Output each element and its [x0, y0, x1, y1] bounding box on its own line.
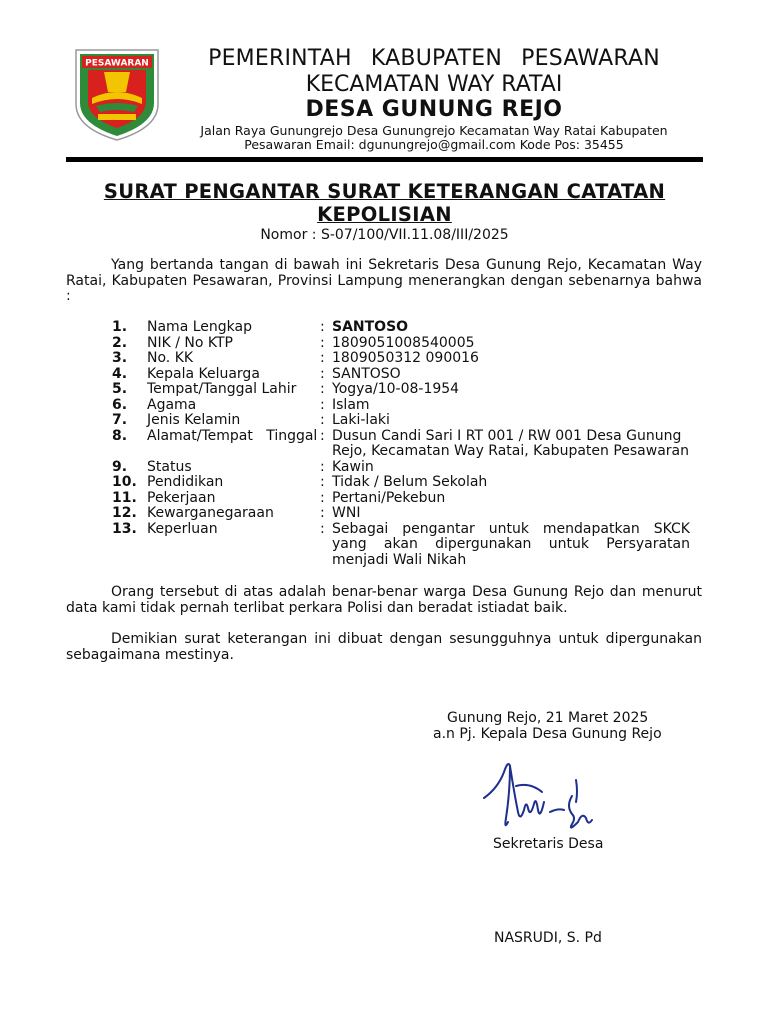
item-number: 13. — [112, 520, 137, 537]
item-number: 11. — [112, 489, 137, 506]
pesawaran-regency-logo — [74, 48, 160, 142]
item-label: Pekerjaan — [147, 489, 216, 506]
item-number: 4. — [112, 365, 128, 382]
intro-paragraph: Yang bertanda tangan di bawah ini Sekretaris Desa Gunung Rejo, Kecamatan Way Ratai, Kabupaten Pesawaran, Provinsi Lampung menerangkan dengan sebenarnya bahwa : — [66, 257, 702, 304]
item-value: WNI — [332, 505, 361, 521]
item-label: NIK / No KTP — [147, 334, 233, 351]
header-village: DESA GUNUNG REJO — [305, 97, 563, 122]
header-district: KECAMATAN WAY RATAI — [305, 72, 563, 97]
item-colon: : — [320, 505, 325, 521]
item-number: 12. — [112, 505, 137, 521]
header-government: PEMERINTAH KABUPATEN PESAWARAN — [208, 46, 660, 71]
closing-paragraph-1: Orang tersebut di atas adalah benar-benar warga Desa Gunung Rejo dan menurut data kami tidak pernah terlibat perkara Polisi dan beradat istiadat baik. — [66, 584, 702, 616]
letter-title-line2: KEPOLISIAN — [317, 203, 452, 226]
item-value: Sebagai pengantar untuk mendapatkan SKCK yang akan dipergunakan untuk Persyaratan menjadi Wali Nikah — [332, 520, 690, 568]
item-value: Pertani/Pekebun — [332, 489, 446, 506]
item-number: 5. — [112, 381, 128, 397]
item-value: Tidak / Belum Sekolah — [332, 474, 488, 490]
item-colon: : — [320, 350, 325, 366]
item-colon: : — [320, 520, 325, 537]
item-number: 8. — [112, 427, 128, 444]
item-number: 9. — [112, 458, 128, 475]
letter-number: Nomor : S-07/100/VII.11.08/III/2025 — [260, 227, 509, 243]
signature-place-date: Gunung Rejo, 21 Maret 2025 — [447, 710, 649, 726]
item-number: 7. — [112, 412, 128, 428]
item-label: Status — [147, 458, 192, 475]
item-label: Alamat/Tempat Tinggal — [147, 427, 318, 444]
item-value: Kawin — [332, 458, 374, 475]
item-label: No. KK — [147, 350, 194, 366]
letterhead-divider — [66, 157, 703, 162]
logo-text: PESAWARAN — [85, 58, 149, 69]
item-label: Kewarganegaraan — [147, 505, 274, 521]
item-colon: : — [320, 427, 325, 444]
item-colon: : — [320, 365, 325, 382]
item-colon: : — [320, 319, 325, 335]
item-label: Tempat/Tanggal Lahir — [147, 381, 297, 397]
item-number: 3. — [112, 350, 128, 366]
signature-position: Sekretaris Desa — [493, 836, 604, 852]
item-colon: : — [320, 412, 325, 428]
item-colon: : — [320, 474, 325, 490]
item-value: Islam — [332, 396, 370, 413]
item-number: 6. — [112, 396, 128, 413]
item-value: Yogya/10-08-1954 — [332, 381, 460, 397]
item-label: Agama — [147, 396, 197, 413]
item-label: Nama Lengkap — [147, 319, 252, 335]
item-value: Dusun Candi Sari I RT 001 / RW 001 Desa Gunung Rejo, Kecamatan Way Ratai, Kabupaten Pesawaran — [332, 427, 689, 459]
item-value: SANTOSO — [332, 365, 401, 382]
letter-title-line1: SURAT PENGANTAR SURAT KETERANGAN CATATAN — [103, 180, 666, 203]
item-value: 1809051008540005 — [332, 334, 475, 351]
item-colon: : — [320, 381, 325, 397]
item-value: SANTOSO — [332, 319, 409, 335]
item-colon: : — [320, 334, 325, 351]
header-address-line1: Jalan Raya Gunungrejo Desa Gunungrejo Kecamatan Way Ratai Kabupaten — [200, 123, 668, 138]
item-label: Jenis Kelamin — [147, 412, 241, 428]
signatory-name: NASRUDI, S. Pd — [494, 930, 602, 946]
signature-on-behalf: a.n Pj. Kepala Desa Gunung Rejo — [433, 726, 662, 742]
item-colon: : — [320, 396, 325, 413]
item-colon: : — [320, 458, 325, 475]
item-label: Kepala Keluarga — [147, 365, 260, 382]
header-address-line2: Pesawaran Email: dgunungrejo@gmail.com Kode Pos: 35455 — [244, 137, 624, 152]
item-number: 2. — [112, 334, 128, 351]
item-label: Keperluan — [147, 520, 218, 537]
item-colon: : — [320, 489, 325, 506]
closing-paragraph-2: Demikian surat keterangan ini dibuat dengan sesungguhnya untuk dipergunakan sebagaimana mestinya. — [66, 631, 702, 663]
item-value: Laki-laki — [332, 412, 390, 428]
item-label: Pendidikan — [147, 474, 224, 490]
item-number: 10. — [112, 474, 137, 490]
item-value: 1809050312 090016 — [332, 350, 479, 366]
handwritten-signature — [480, 752, 600, 842]
item-number: 1. — [112, 319, 128, 335]
